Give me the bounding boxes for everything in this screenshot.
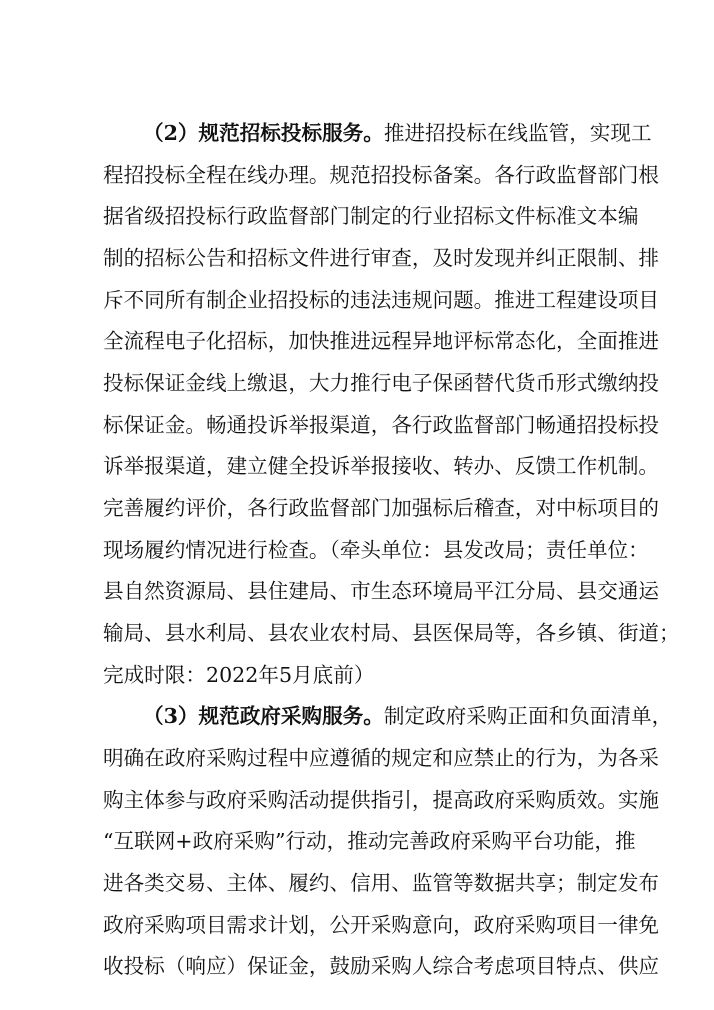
section-number: （2） — [143, 121, 199, 145]
paragraph-line: 购主体参与政府采购活动提供指引，提高政府采购质效。实施 — [103, 788, 660, 812]
paragraph-text: 制定政府采购正面和负面清单， — [383, 704, 673, 728]
paragraph-line: “互联网+政府采购”行动，推动完善政府采购平台功能，推 — [103, 829, 636, 853]
paragraph-line: 进各类交易、主体、履约、信用、监管等数据共享；制定发布 — [103, 871, 660, 895]
paragraph-line: 输局、县水利局、县农业农村局、县医保局等，各乡镇、街道； — [103, 621, 680, 645]
paragraph-line: 投标保证金线上缴退，大力推行电子保函替代货币形式缴纳投 — [103, 371, 660, 395]
paragraph-line: 标保证金。畅通投诉举报渠道，各行政监督部门畅通招投标投 — [103, 413, 660, 437]
paragraph-line — [143, 118, 652, 148]
section-number: （3） — [143, 704, 199, 728]
paragraph-line: 完成时限：2022年5月底前） — [103, 663, 375, 687]
paragraph-line: 政府采购项目需求计划，公开采购意向，政府采购项目一律免 — [103, 913, 660, 937]
paragraph-line: 现场履约情况进行检查。（牵头单位：县发改局；责任单位： — [103, 538, 649, 562]
paragraph-line: 斥不同所有制企业招投标的违法违规问题。推进工程建设项目 — [103, 288, 660, 312]
paragraph-line: 收投标（响应）保证金，鼓励采购人综合考虑项目特点、供应 — [103, 954, 660, 978]
paragraph-text: 推进招投标在线监管，实现工 — [383, 121, 652, 145]
paragraph-line: 制的招标公告和招标文件进行审查，及时发现并纠正限制、排 — [103, 246, 660, 270]
section-heading: 规范政府采购服务。 — [198, 704, 384, 728]
paragraph-line: 完善履约评价，各行政监督部门加强标后稽查，对中标项目的 — [103, 496, 660, 520]
paragraph-line — [143, 701, 673, 731]
paragraph-line: 县自然资源局、县住建局、市生态环境局平江分局、县交通运 — [103, 579, 660, 603]
paragraph-line: 据省级招投标行政监督部门制定的行业招标文件标准文本编 — [103, 204, 639, 228]
section-heading: 规范招标投标服务。 — [198, 121, 384, 145]
paragraph-line: 明确在政府采购过程中应遵循的规定和应禁止的行为，为各采 — [103, 746, 660, 770]
paragraph-line: 程招投标全程在线办理。规范招投标备案。各行政监督部门根 — [103, 163, 660, 187]
paragraph-line: 诉举报渠道，建立健全投诉举报接收、转办、反馈工作机制。 — [103, 454, 660, 478]
paragraph-line: 全流程电子化招标，加快推进远程异地评标常态化，全面推进 — [103, 329, 660, 353]
